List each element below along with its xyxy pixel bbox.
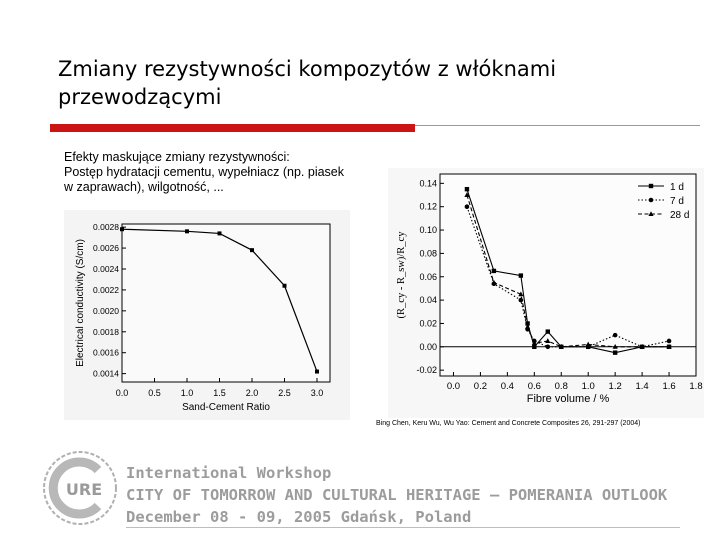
data-point-0 [465, 187, 469, 191]
title-underline [50, 124, 700, 128]
data-point [283, 284, 287, 288]
x-tick-label: 0.0 [115, 388, 129, 398]
data-point-0 [492, 269, 496, 273]
footer-text [126, 462, 667, 528]
x-tick-label: 0.4 [500, 381, 514, 392]
y-tick-label: 0.0014 [93, 368, 119, 379]
y-tick-label: 0.0020 [93, 305, 119, 316]
x-tick-label: 1.2 [608, 381, 622, 392]
y-tick-label: 0.08 [419, 248, 437, 259]
legend-label: 28 d [670, 210, 690, 221]
y-tick-label: 0.04 [419, 295, 437, 306]
data-point-1 [667, 339, 672, 344]
x-tick-label: 0.2 [473, 381, 488, 392]
legend-label: 1 d [670, 182, 684, 193]
legend-marker [649, 184, 653, 188]
y-tick-label: 0.14 [419, 178, 437, 189]
x-tick-label: 2.5 [278, 388, 291, 398]
footer-line3: December 08 - 09, 2005 Gdańsk, Poland [126, 508, 472, 526]
y-tick-label: 0.06 [419, 271, 437, 282]
y-tick-label: 0.0016 [93, 347, 119, 358]
data-point [120, 227, 124, 231]
fibre-volume-chart [388, 168, 704, 418]
y-tick-label: 0.0022 [93, 284, 119, 295]
data-point [218, 231, 222, 235]
body-line: w zaprawach), wilgotność, ... [64, 180, 224, 194]
plot-area [122, 224, 330, 382]
data-point-1 [545, 345, 550, 350]
logo-text: URE [65, 480, 103, 499]
x-tick-label: 1.4 [635, 381, 649, 392]
x-tick-label: 3.0 [310, 388, 324, 398]
y-tick-label: 0.0026 [93, 243, 119, 254]
x-tick-label: 0.0 [446, 381, 461, 392]
body-line: Postęp hydratacji cementu, wypełniacz (np. piasek [64, 165, 345, 179]
y-tick-label: 0.02 [419, 318, 437, 329]
y-tick-label: 0.0024 [93, 263, 119, 274]
y-tick-label: 0.10 [419, 225, 437, 236]
x-tick-label: 2.0 [245, 388, 259, 398]
footer-line1: International Workshop [126, 464, 332, 482]
x-tick-label: 0.5 [148, 388, 161, 398]
data-point-1 [465, 204, 470, 209]
body-line: Efekty maskujące zmiany rezystywności: [64, 150, 290, 164]
data-point [185, 229, 189, 233]
footer-divider [126, 527, 680, 528]
data-point-0 [519, 273, 523, 277]
y-tick-label: 0.12 [419, 201, 437, 212]
x-tick-label: 1.6 [662, 381, 676, 392]
legend-label: 7 d [670, 196, 684, 207]
x-tick-label: 1.0 [180, 388, 194, 398]
citation: Bing Chen, Keru Wu, Wu Yao: Cement and Concrete Composites 26, 291-297 (2004) [376, 420, 641, 427]
x-tick-label: 1.0 [581, 381, 595, 392]
data-point-1 [613, 333, 618, 338]
y-axis-label: (R_cy - R_sw)/R_cy [396, 231, 407, 319]
x-tick-label: 0.6 [527, 381, 541, 392]
slide-title: Zmiany rezystywności kompozytów z włóknami przewodzącymi [58, 57, 557, 109]
data-point-0 [546, 329, 550, 333]
y-axis-label: Electrical conductivity (S/cm) [75, 239, 86, 367]
y-tick-label: -0.02 [416, 365, 437, 376]
title-underline-accent [50, 124, 415, 132]
x-tick-label: 1.8 [689, 381, 703, 392]
x-tick-label: 0.8 [554, 381, 568, 392]
data-point [250, 248, 254, 252]
body-text [64, 150, 384, 195]
footer-line2: CITY OF TOMORROW AND CULTURAL HERITAGE – POMERANIA OUTLOOK [126, 486, 668, 504]
legend-marker [649, 198, 654, 203]
x-tick-label: 1.5 [213, 388, 226, 398]
plot-area [440, 174, 696, 376]
cure-logo-icon [40, 448, 120, 528]
y-tick-label: 0.0018 [93, 326, 119, 337]
y-tick-label: 0.0028 [93, 222, 119, 233]
conductivity-chart [64, 210, 350, 420]
y-tick-label: 0.00 [419, 341, 437, 352]
data-point [315, 370, 319, 374]
data-point-0 [613, 350, 617, 354]
x-axis-label: Fibre volume / % [526, 393, 610, 405]
x-axis-label: Sand-Cement Ratio [182, 402, 270, 413]
